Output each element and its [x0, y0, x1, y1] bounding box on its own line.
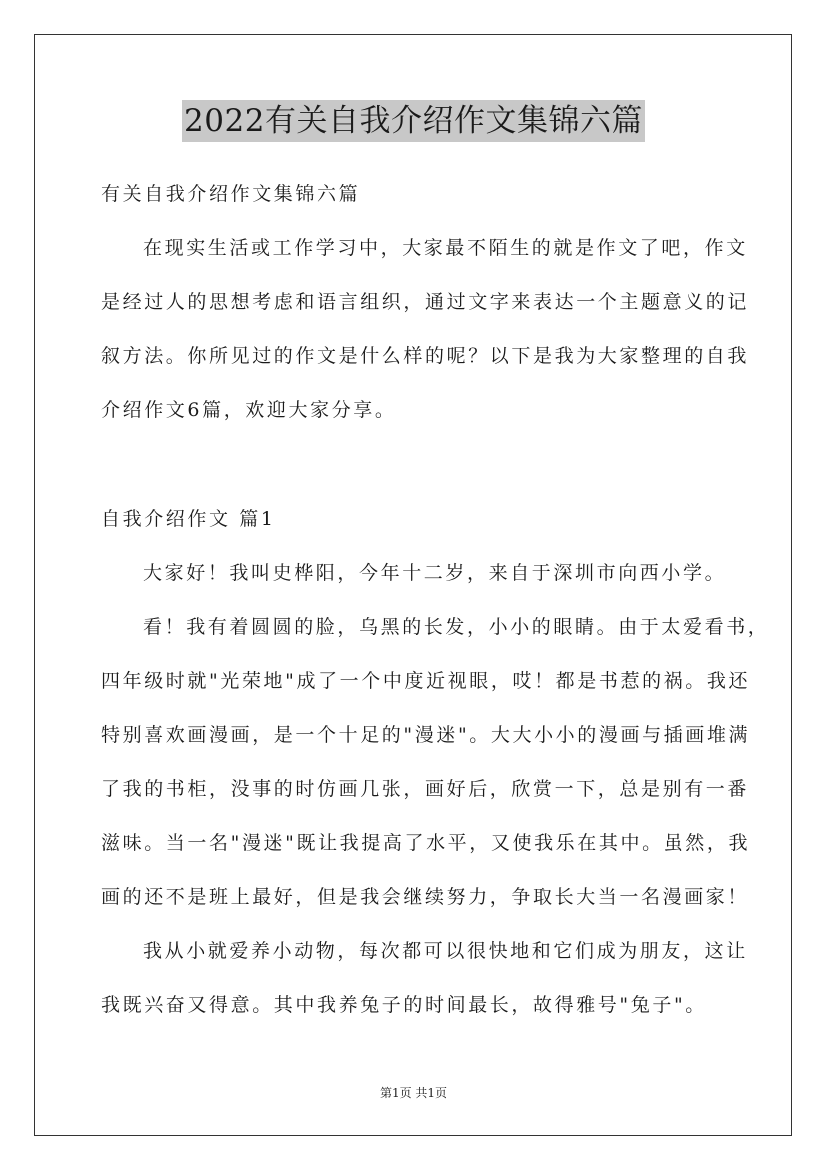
document-subtitle: 有关自我介绍作文集锦六篇	[101, 183, 361, 205]
intro-line: 在现实生活或工作学习中，大家最不陌生的就是作文了吧，作文	[143, 237, 748, 259]
body-line: 我从小就爱养小动物，每次都可以很快地和它们成为朋友，这让	[143, 940, 748, 962]
intro-line: 是经过人的思想考虑和语言组织，通过文字来表达一个主题意义的记	[101, 291, 750, 313]
intro-line: 介绍作文6篇，欢迎大家分享。	[101, 399, 397, 421]
page-footer: 第1页 共1页	[379, 1086, 448, 1100]
body-line: 看！我有着圆圆的脸，乌黑的长发，小小的眼睛。由于太爱看书，	[143, 616, 770, 638]
body-line: 大家好！我叫史桦阳，今年十二岁，来自于深圳市向西小学。	[143, 562, 727, 584]
body-line: 四年级时就"光荣地"成了一个中度近视眼，哎！都是书惹的祸。我还	[101, 670, 751, 692]
intro-line: 叙方法。你所见过的作文是什么样的呢？以下是我为大家整理的自我	[101, 345, 750, 367]
body-line: 特别喜欢画漫画，是一个十足的"漫迷"。大大小小的漫画与插画堆满	[101, 724, 751, 746]
title-container	[0, 100, 827, 142]
body-line: 了我的书柜，没事的时仿画几张，画好后，欣赏一下，总是别有一番	[101, 778, 750, 800]
section-heading: 自我介绍作文 篇1	[101, 508, 276, 530]
body-line: 我既兴奋又得意。其中我养兔子的时间最长，故得雅号"兔子"。	[101, 994, 707, 1016]
document-title: 2022有关自我介绍作文集锦六篇	[182, 100, 645, 142]
body-line: 画的还不是班上最好，但是我会继续努力，争取长大当一名漫画家！	[101, 886, 750, 908]
body-line: 滋味。当一名"漫迷"既让我提高了水平，又使我乐在其中。虽然，我	[101, 832, 751, 854]
